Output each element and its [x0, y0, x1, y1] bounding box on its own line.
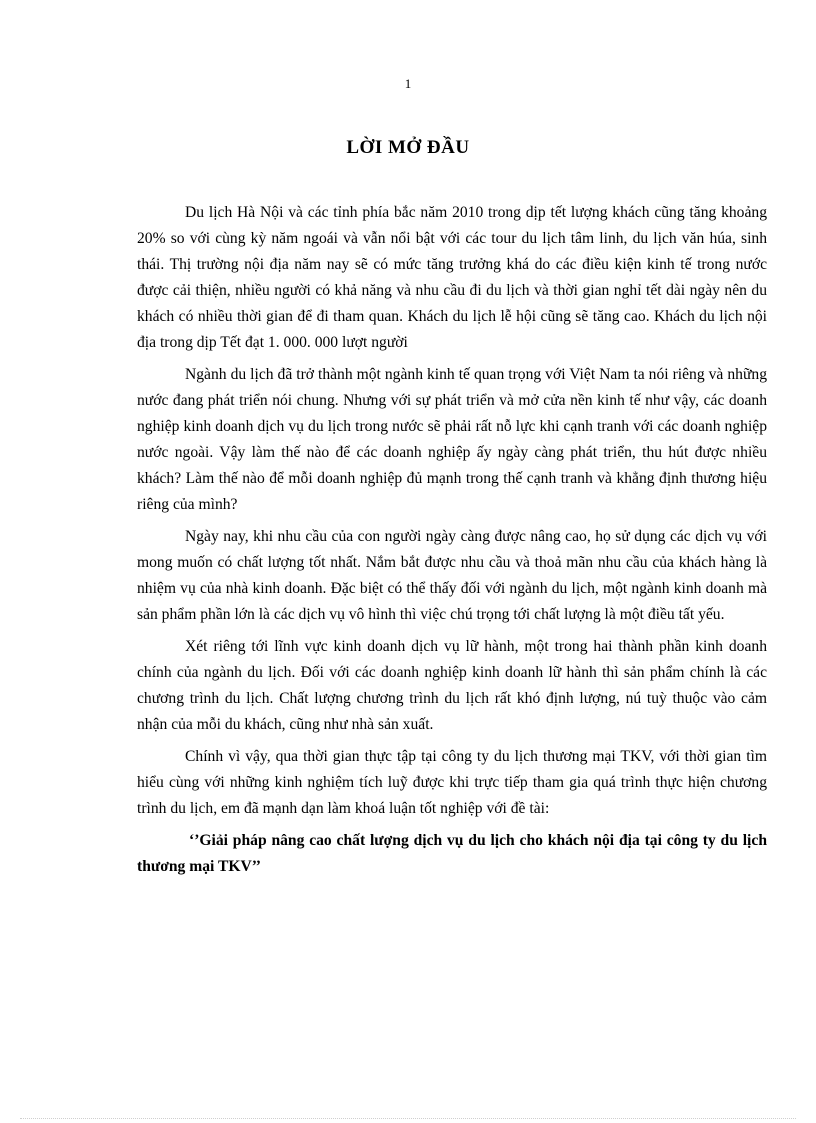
paragraph-internship: Chính vì vậy, qua thời gian thực tập tại công ty du lịch thương mại TKV, với thời gian tìm hiểu cùng với những kinh nghiệm tích luỹ được khi trực tiếp tham gia quá trình thực hiện chương trình du lịch, em đã mạnh dạn làm khoá luận tốt nghiệp với đề tài: — [137, 748, 767, 817]
document-body — [137, 200, 767, 886]
page-bottom-divider — [20, 1118, 796, 1119]
paragraph-industry: Ngành du lịch đã trở thành một ngành kinh tế quan trọng với Việt Nam ta nói riêng và những nước đang phát triển nói chung. Nhưng với sự phát triển và mở cửa nền kinh tế như vậy, các doanh nghiệp kinh doanh dịch vụ du lịch trong nước sẽ phải rất nỗ lực khi cạnh tranh với các doanh nghiệp nước ngoài. Vậy làm thế nào để các doanh nghiệp ấy ngày càng phát triển, thu hút được nhiều khách? Làm thế nào để mỗi doanh nghiệp đủ mạnh trong thế cạnh tranh và khẳng định thương hiệu riêng của mình? — [137, 366, 767, 513]
page-title: LỜI MỞ ĐẦU — [346, 137, 470, 158]
paragraph-intro: Du lịch Hà Nội và các tỉnh phía bắc năm 2010 trong dịp tết lượng khách cũng tăng khoảng 20% so với cùng kỳ năm ngoái và vẫn nổi bật với các tour du lịch tâm linh, du lịch văn húa, sinh thái. Thị trường nội địa năm nay sẽ có mức tăng trưởng khá do các điều kiện kinh tế trong nước được cải thiện, nhiều người có khả năng và nhu cầu đi du lịch và thời gian nghỉ tết dài ngày nên du khách có nhiều thời gian để đi tham quan. Khách du lịch lễ hội cũng sẽ tăng cao. Khách du lịch nội địa trong dịp Tết đạt 1. 000. 000 lượt người — [137, 204, 767, 351]
thesis-topic: ‘’Giải pháp nâng cao chất lượng dịch vụ du lịch cho khách nội địa tại công ty du lịch thương mại TKV’’ — [137, 832, 767, 875]
paragraph-quality: Ngày nay, khi nhu cầu của con người ngày càng được nâng cao, họ sử dụng các dịch vụ với mong muốn có chất lượng tốt nhất. Nắm bắt được nhu cầu và thoả mãn nhu cầu của khách hàng là nhiệm vụ của nhà kinh doanh. Đặc biệt có thể thấy đối với ngành du lịch, một ngành kinh doanh mà sản phẩm phần lớn là các dịch vụ vô hình thì việc chú trọng tới chất lượng là một điều tất yếu. — [137, 528, 767, 623]
paragraph-travel-service: Xét riêng tới lĩnh vực kinh doanh dịch vụ lữ hành, một trong hai thành phần kinh doanh chính của ngành du lịch. Đối với các doanh nghiệp kinh doanh lữ hành thì sản phẩm chính là các chương trình du lịch. Chất lượng chương trình du lịch rất khó định lượng, nú tuỳ thuộc vào cảm nhận của mỗi du khách, cũng như nhà sản xuất. — [137, 638, 767, 733]
page-number: 1 — [404, 76, 412, 91]
